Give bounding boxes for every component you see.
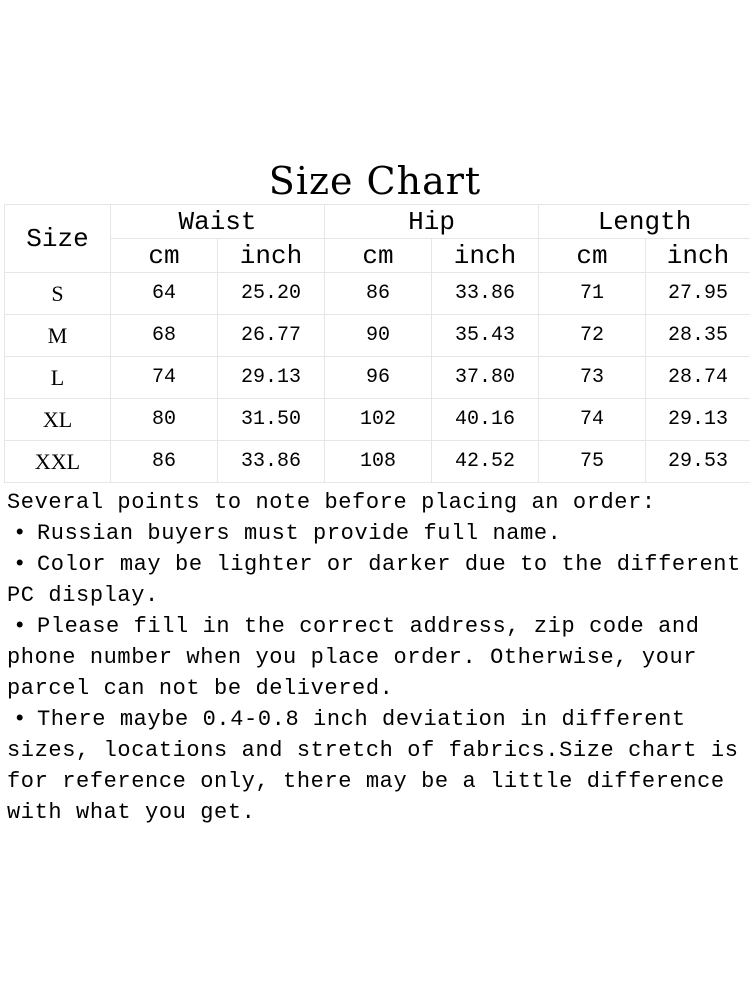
hip-cm-cell: 86 bbox=[325, 273, 432, 315]
waist-inch-cell: 29.13 bbox=[218, 357, 325, 399]
size-cell: S bbox=[5, 273, 111, 315]
size-chart-table bbox=[4, 204, 750, 483]
waist-cm-cell: 64 bbox=[111, 273, 218, 315]
size-cell: M bbox=[5, 315, 111, 357]
order-notes bbox=[7, 487, 747, 828]
note-text: Color may be lighter or darker due to the different PC display. bbox=[7, 552, 741, 608]
table-row bbox=[5, 273, 750, 315]
hip-cm-cell: 108 bbox=[325, 441, 432, 483]
length-group-header: Length bbox=[539, 205, 750, 239]
length-cm-header: cm bbox=[539, 239, 646, 273]
note-text: There maybe 0.4-0.8 inch deviation in different sizes, locations and stretch of fabrics.Size chart is for reference only, there may be a little difference with what you get. bbox=[7, 707, 739, 825]
length-inch-cell: 29.53 bbox=[646, 441, 750, 483]
note-item bbox=[7, 704, 747, 828]
waist-cm-cell: 80 bbox=[111, 399, 218, 441]
size-chart-title: Size Chart bbox=[268, 159, 482, 203]
bullet-icon: • bbox=[13, 521, 27, 546]
notes-intro: Several points to note before placing an order: bbox=[7, 490, 656, 515]
length-inch-cell: 29.13 bbox=[646, 399, 750, 441]
length-inch-header: inch bbox=[646, 239, 750, 273]
length-inch-cell: 28.35 bbox=[646, 315, 750, 357]
waist-inch-cell: 31.50 bbox=[218, 399, 325, 441]
length-inch-cell: 28.74 bbox=[646, 357, 750, 399]
hip-cm-cell: 96 bbox=[325, 357, 432, 399]
waist-cm-cell: 68 bbox=[111, 315, 218, 357]
waist-inch-cell: 26.77 bbox=[218, 315, 325, 357]
size-cell: XXL bbox=[5, 441, 111, 483]
table-row bbox=[5, 357, 750, 399]
table-row bbox=[5, 399, 750, 441]
length-inch-cell: 27.95 bbox=[646, 273, 750, 315]
length-cm-cell: 73 bbox=[539, 357, 646, 399]
waist-cm-cell: 74 bbox=[111, 357, 218, 399]
waist-inch-cell: 25.20 bbox=[218, 273, 325, 315]
hip-cm-cell: 90 bbox=[325, 315, 432, 357]
hip-inch-header: inch bbox=[432, 239, 539, 273]
size-column-header: Size bbox=[5, 205, 111, 273]
hip-inch-cell: 33.86 bbox=[432, 273, 539, 315]
size-cell: XL bbox=[5, 399, 111, 441]
size-cell: L bbox=[5, 357, 111, 399]
hip-inch-cell: 37.80 bbox=[432, 357, 539, 399]
length-cm-cell: 71 bbox=[539, 273, 646, 315]
hip-group-header: Hip bbox=[325, 205, 539, 239]
waist-inch-cell: 33.86 bbox=[218, 441, 325, 483]
note-text: Russian buyers must provide full name. bbox=[37, 521, 562, 546]
unit-header-row bbox=[5, 239, 750, 273]
length-cm-cell: 72 bbox=[539, 315, 646, 357]
hip-inch-cell: 40.16 bbox=[432, 399, 539, 441]
waist-group-header: Waist bbox=[111, 205, 325, 239]
hip-inch-cell: 35.43 bbox=[432, 315, 539, 357]
hip-cm-cell: 102 bbox=[325, 399, 432, 441]
table-row bbox=[5, 315, 750, 357]
table-row bbox=[5, 441, 750, 483]
waist-inch-header: inch bbox=[218, 239, 325, 273]
bullet-icon: • bbox=[13, 707, 27, 732]
note-text: Please fill in the correct address, zip code and phone number when you place order. Otherwise, your parcel can not be delivered. bbox=[7, 614, 700, 701]
length-cm-cell: 74 bbox=[539, 399, 646, 441]
hip-cm-header: cm bbox=[325, 239, 432, 273]
waist-cm-header: cm bbox=[111, 239, 218, 273]
note-item bbox=[7, 518, 747, 549]
group-header-row bbox=[5, 205, 750, 239]
length-cm-cell: 75 bbox=[539, 441, 646, 483]
note-item bbox=[7, 611, 747, 704]
bullet-icon: • bbox=[13, 614, 27, 639]
bullet-icon: • bbox=[13, 552, 27, 577]
waist-cm-cell: 86 bbox=[111, 441, 218, 483]
note-item bbox=[7, 549, 747, 611]
hip-inch-cell: 42.52 bbox=[432, 441, 539, 483]
